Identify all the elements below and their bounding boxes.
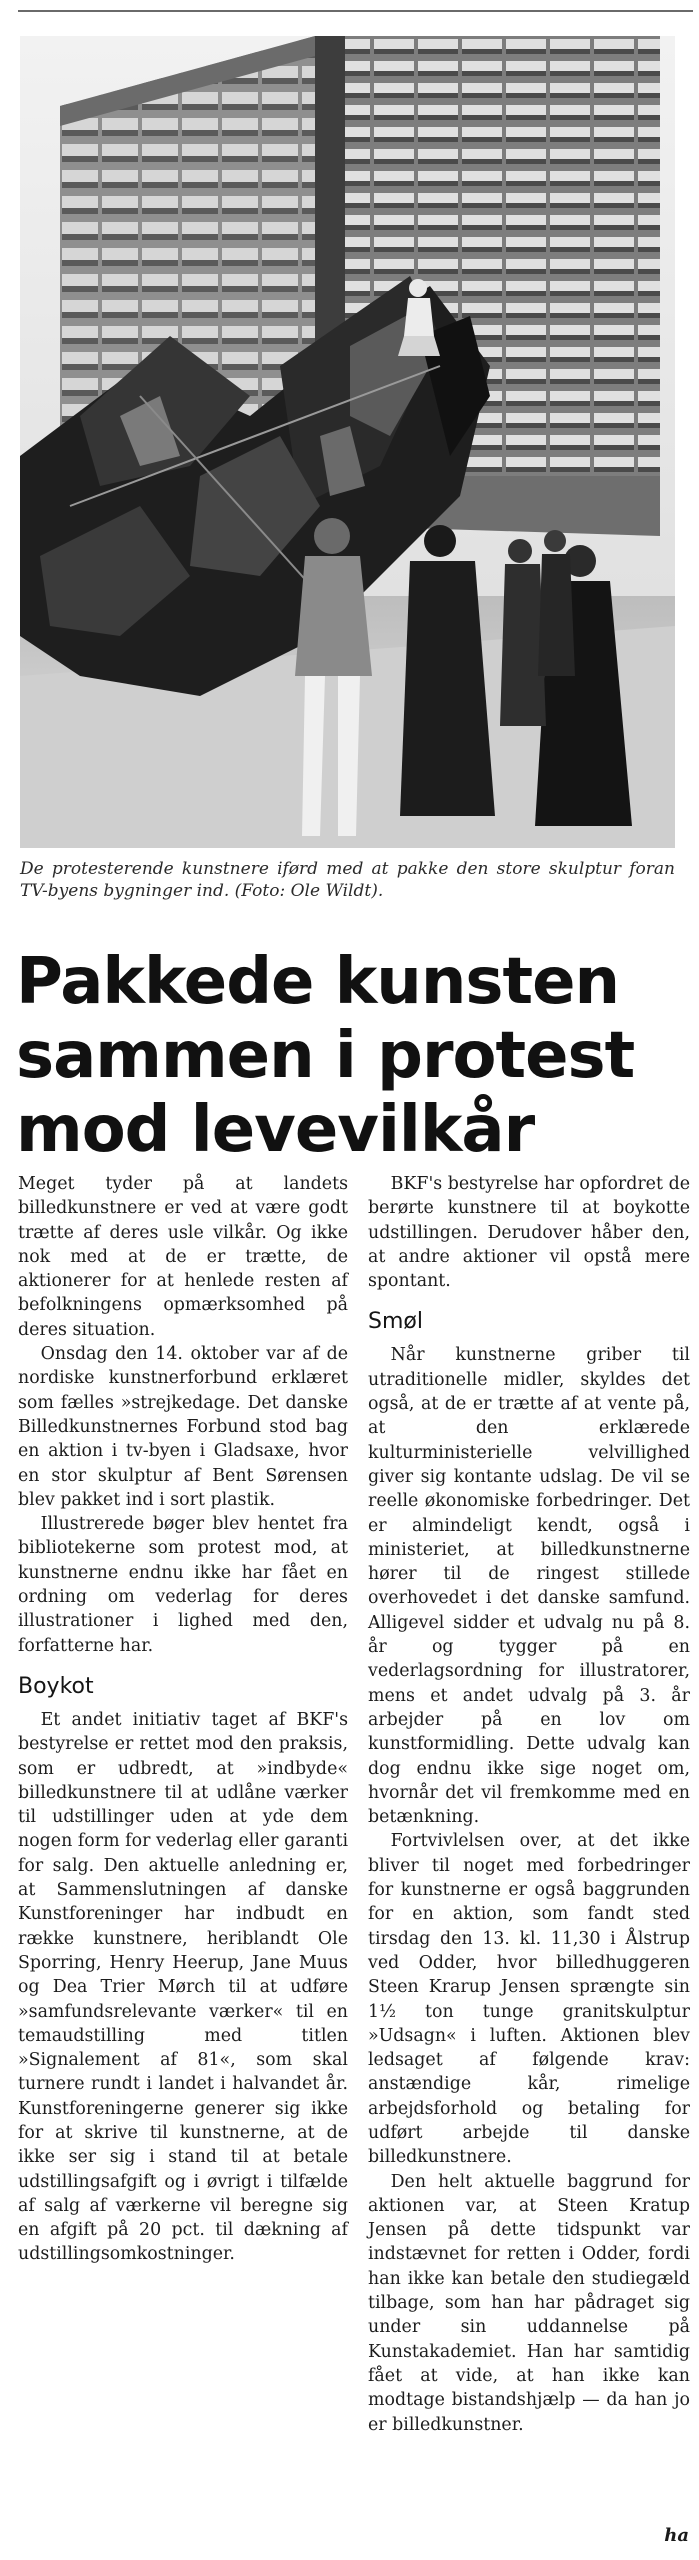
news-photo [20, 36, 675, 848]
subheading-smol: Smøl [368, 1309, 423, 1335]
headline-line-3: mod levevilkår [16, 1093, 535, 1167]
paragraph: BKF's bestyrelse har opfordret de berørte kunstnere til at boykotte udstillingen. Derudover håber den, at andre aktioner vil opstå mere spontant. [368, 1174, 690, 1292]
paragraph: Meget tyder på at landets billedkunstnere er ved at være godt trætte af deres usle vilkår. Og ikke nok med at de er trætte, de aktionerer for at henlede resten af befolkningens opmærksomhed på deres situation. [18, 1174, 348, 1340]
paragraph: Et andet initiativ taget af BKF's bestyrelse er rettet mod den praksis, som er udbredt, at »indbyde« billedkunstnere til at udlåne værker til udstillinger uden at yde dem nogen form for vederlag eller garanti for salg. Den aktuelle anledning er, at Sammenslutningen af danske Kunstforeninger har indbudt en række kunstnere, heriblandt Ole Sporring, Henry Heerup, Jane Muus og Dea Trier Mørch til at udføre »samfundsrelevante værker« til en temaudstilling med titlen »Signalement af 81«, som skal turnere rundt i landet i halvandet år. Kunstforeningerne generer sig ikke for at skrive til kunstnerne, at de ikke ser sig i stand til at betale udstillingsafgift og i øvrigt i tilfælde af salg af værkerne vil beregne sig en afgift på 20 pct. til dækning af udstillingsomkostninger. [18, 1709, 348, 2265]
paragraph: Når kunstnerne griber til utraditionelle midler, skyldes det også, at de er trætte af at vente på, at den erklærede kulturministerielle velvillighed giver sig kontante udslag. De vil se reelle økonomiske forbedringer. Det er almindeligt kendt, også i ministeriet, at billedkunstnerne hører til de ringest stillede overhovedet i det danske samfund. Alligevel sidder et udvalg nu på 8. år og tygger på en vederlagsordning for illustratorer, mens et andet udvalg på 3. år arbejder på en lov om kunstformidling. Dette udvalg kan dog endnu ikke sige noget om, hvornår det vil fremkomme med en betænkning. [368, 1345, 690, 1828]
article-column-right [368, 1172, 690, 2437]
headline [16, 945, 696, 1167]
subheading-boykot: Boykot [18, 1673, 94, 1699]
top-rule [18, 10, 693, 12]
paragraph: Fortvivlelsen over, at det ikke bliver til noget med forbedringer for kunstnerne er også baggrunden for en aktion, som fandt sted tirsdag den 13. kl. 11,30 i Ålstrup ved Odder, hvor billedhuggeren Steen Krarup Jensen sprængte sin 1½ ton tunge granitskulptur »Udsagn« i luften. Aktionen blev ledsaget af følgende krav: anstændige kår, rimelige arbejdsforhold og betaling for udført arbejde til danske billedkunstnere. [368, 1831, 690, 2168]
headline-line-2: sammen i protest [16, 1019, 635, 1093]
author-byline: ha [664, 2525, 689, 2546]
article-column-left [18, 1172, 348, 2267]
photo-illustration [20, 36, 675, 848]
paragraph: Illustrerede bøger blev hentet fra bibliotekerne som protest mod, at kunstnerne endnu ikke har fået en ordning om vederlag for deres illustrationer i lighed med den, forfatterne har. [18, 1514, 348, 1656]
paragraph: Den helt aktuelle baggrund for aktionen var, at Steen Kratup Jensen på dette tidspunkt var indstævnet for retten i Odder, fordi han ikke kan betale den studiegæld tilbage, som han har pådraget sig under sin uddannelse på Kunstakademiet. Han har samtidig fået at vide, at han ikke kan modtage bistandshjælp — da han jo er billedkunstner. [368, 2171, 690, 2435]
headline-line-1: Pakkede kunsten [16, 945, 620, 1019]
photo-caption: De protesterende kunstnere iførd med at pakke den store skulptur foran TV-byens bygninger ind. (Foto: Ole Wildt). [20, 859, 675, 901]
people-group [295, 518, 632, 836]
paragraph: Onsdag den 14. oktober var af de nordiske kunstnerforbund erklæret som fælles »strejkedage. Det danske Billedkunstnernes Forbund stod bag en aktion i tv-byen i Gladsaxe, hvor en stor skulptur af Bent Sørensen blev pakket ind i sort plastik. [18, 1344, 348, 1510]
